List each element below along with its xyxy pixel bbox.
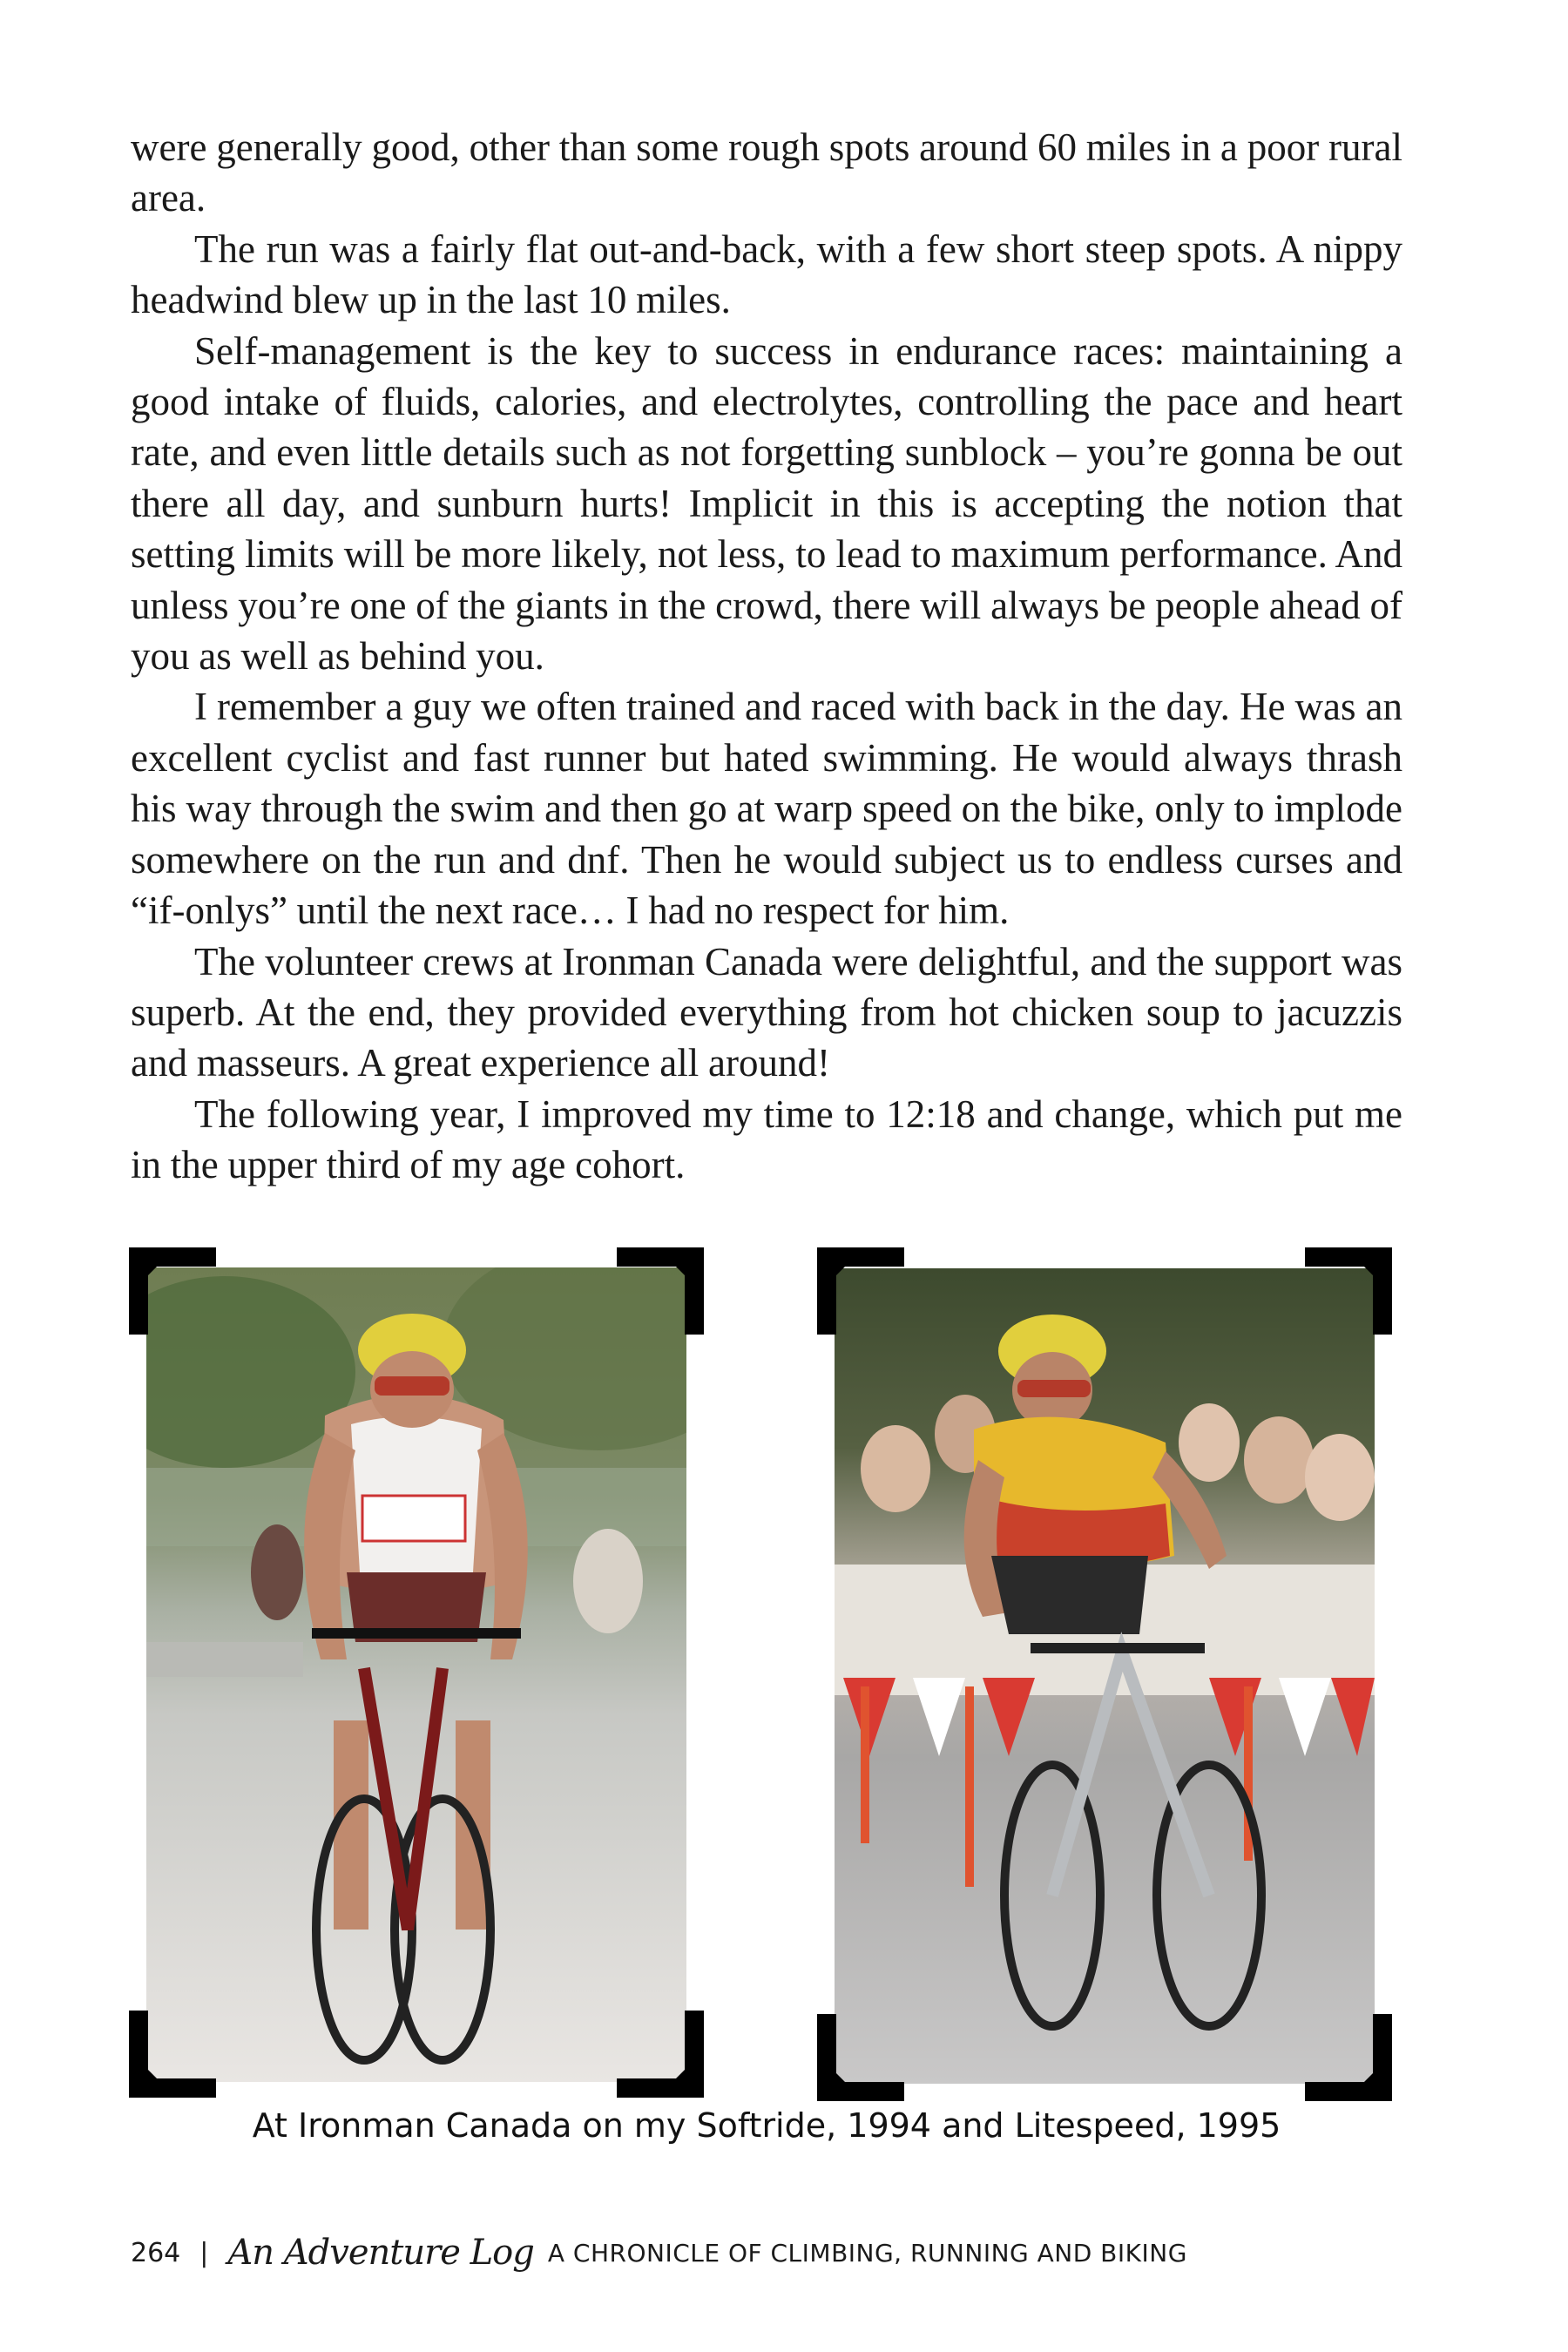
photo-corner-icon (129, 1247, 216, 1335)
paragraph: The following year, I improved my time to 12:18 and change, which put me in the upper third of my age cohort. (131, 1092, 1402, 1187)
photo-corner-icon (617, 2011, 704, 2098)
photo-corner-icon (1305, 1247, 1392, 1335)
photo-corner-icon (129, 2011, 216, 2098)
paragraph: I remember a guy we often trained and raced with back in the day. He was an excellent cyclist and fast runner but hated swimming. He would always thrash his way through the swim and then go at warp speed on the bike, only to implode somewhere on the run and dnf. Then he would subject us to endless curses and “if-onlys” until the next race… I had no respect for him. (131, 685, 1402, 933)
photo-corner-icon (617, 1247, 704, 1335)
paragraph: The run was a fairly flat out-and-back, with a few short steep spots. A nippy headwind blew up in the last 10 miles. (131, 226, 1402, 322)
photo-cyclist-1995 (835, 1268, 1375, 2084)
photo-corner-icon (817, 1247, 904, 1335)
photo-cyclist-1994 (146, 1267, 686, 2082)
book-title: An Adventure Log (227, 2233, 534, 2273)
photo-caption: At Ironman Canada on my Softride, 1994 and Litespeed, 1995 (252, 2106, 1281, 2145)
footer-separator: | (199, 2237, 209, 2268)
paragraph: The volunteer crews at Ironman Canada were delightful, and the support was superb. At the end, they provided everything from hot chicken soup to jacuzzis and masseurs. A great experience all around! (131, 939, 1402, 1085)
page-number: 264 (131, 2237, 181, 2268)
page-footer (131, 2227, 1187, 2279)
paragraph: Self-management is the key to success in endurance races: maintaining a good intake of fluids, calories, and electrolytes, controlling the pace and heart rate, and even little details such as not forgetting sunblock – you’re gonna be out there all day, and sunburn hurts! Implicit in this is accepting the notion that setting limits will be more likely, not less, to lead to maximum performance. And unless you’re one of the giants in the crowd, there will always be people ahead of you as well as behind you. (131, 328, 1402, 679)
body-text (131, 122, 1402, 1191)
photo-corner-icon (1305, 2014, 1392, 2101)
photo-corner-icon (817, 2014, 904, 2101)
book-subtitle: A CHRONICLE OF CLIMBING, RUNNING AND BIKING (547, 2238, 1187, 2268)
paragraph: were generally good, other than some rough spots around 60 miles in a poor rural area. (131, 125, 1402, 220)
